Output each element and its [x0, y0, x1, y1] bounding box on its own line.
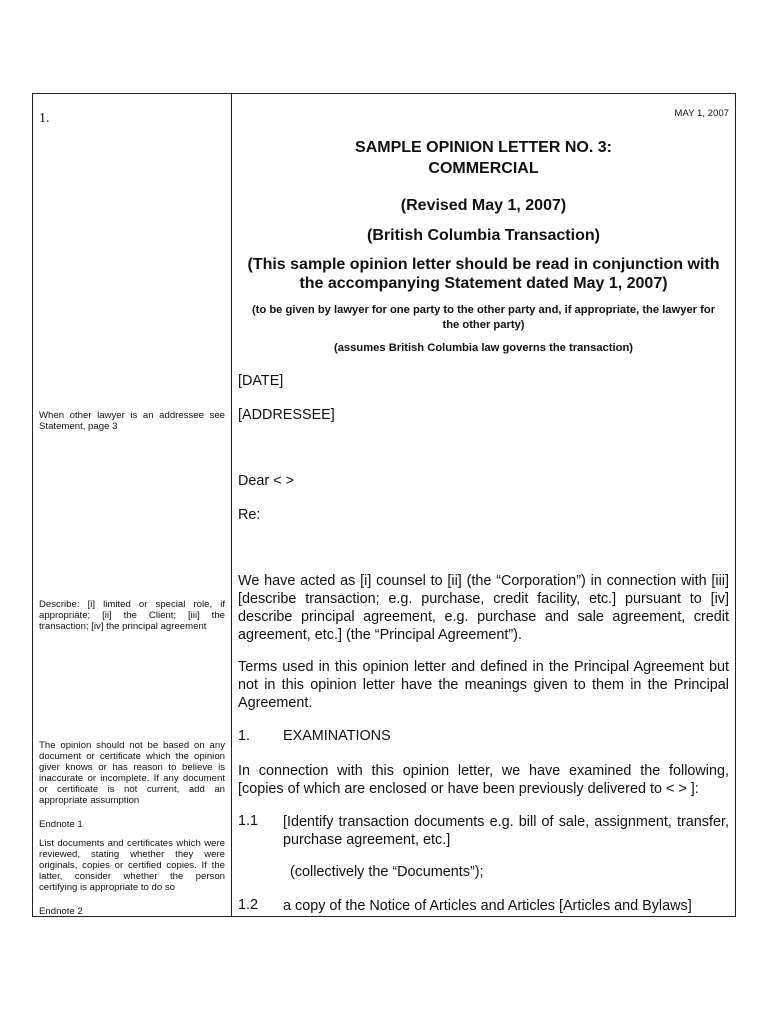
to-be-given-note: (to be given by lawyer for one party to the other party and, if appropriate, the lawyer for the other party): [251, 304, 716, 331]
page-number: 1.: [39, 111, 50, 126]
margin-note-list: List documents and certificates which were reviewed, stating whether they were originals, copies or certified copies. If the latter, consider whether the person certifying is appropriate to do so: [39, 838, 225, 893]
document-date: MAY 1, 2007: [674, 108, 729, 119]
read-with-note: (This sample opinion letter should be read in conjunction with the accompanying Statement dated May 1, 2007): [247, 256, 720, 292]
paragraph-examinations: In connection with this opinion letter, we have examined the following, [copies of which are enclosed or have been previously delivered to < > ]:: [238, 763, 729, 797]
margin-note-describe: Describe: [i] limited or special role, if appropriate; [ii] the Client; [iii] the transaction; [iv] the principal agreement: [39, 599, 225, 632]
title-line-1: SAMPLE OPINION LETTER NO. 3:: [355, 139, 612, 156]
item-text: a copy of the Notice of Articles and Articles [Articles and Bylaws]: [283, 898, 692, 914]
item-number: 1.1: [238, 813, 259, 829]
margin-note-opinion: The opinion should not be based on any document or certificate which the opinion giver knows or has reason to believe is inaccurate or incomplete. If any document or certificate is not current, add an appropriate assumption: [39, 740, 225, 806]
revised-note: (Revised May 1, 2007): [400, 197, 567, 214]
governing-law-note: (assumes British Columbia law governs the transaction): [333, 342, 634, 354]
section-heading: EXAMINATIONS: [283, 728, 391, 744]
endnote-2: Endnote 2: [39, 906, 83, 917]
title-line-2: COMMERCIAL: [428, 160, 539, 177]
section-number: 1.: [238, 728, 251, 744]
date-placeholder: [DATE]: [238, 373, 284, 389]
paragraph-counsel: We have acted as [i] counsel to [ii] (the “Corporation”) in connection with [iii] [describe transaction; e.g. purchase, credit facility, etc.] pursuant to [iv] describe principal agreement, e.g. purchase and sale agreement, credit agreement, etc.] (the “Principal Agreement”).: [238, 573, 729, 643]
item-text: [Identify transaction documents e.g. bill of sale, assignment, transfer, purchase agreement, etc.]: [283, 814, 729, 848]
collectively-note: (collectively the “Documents”);: [290, 864, 484, 880]
jurisdiction-note: (British Columbia Transaction): [367, 227, 600, 244]
re-line: Re:: [238, 507, 261, 523]
addressee-placeholder: [ADDRESSEE]: [238, 407, 335, 423]
column-divider: [231, 93, 232, 917]
margin-note-addressee: When other lawyer is an addressee see Statement, page 3: [39, 410, 225, 432]
paragraph-terms: Terms used in this opinion letter and defined in the Principal Agreement but not in this opinion letter have the meanings given to them in the Principal Agreement.: [238, 659, 729, 711]
endnote-1: Endnote 1: [39, 819, 83, 830]
salutation: Dear < >: [238, 473, 294, 489]
item-number: 1.2: [238, 897, 259, 913]
